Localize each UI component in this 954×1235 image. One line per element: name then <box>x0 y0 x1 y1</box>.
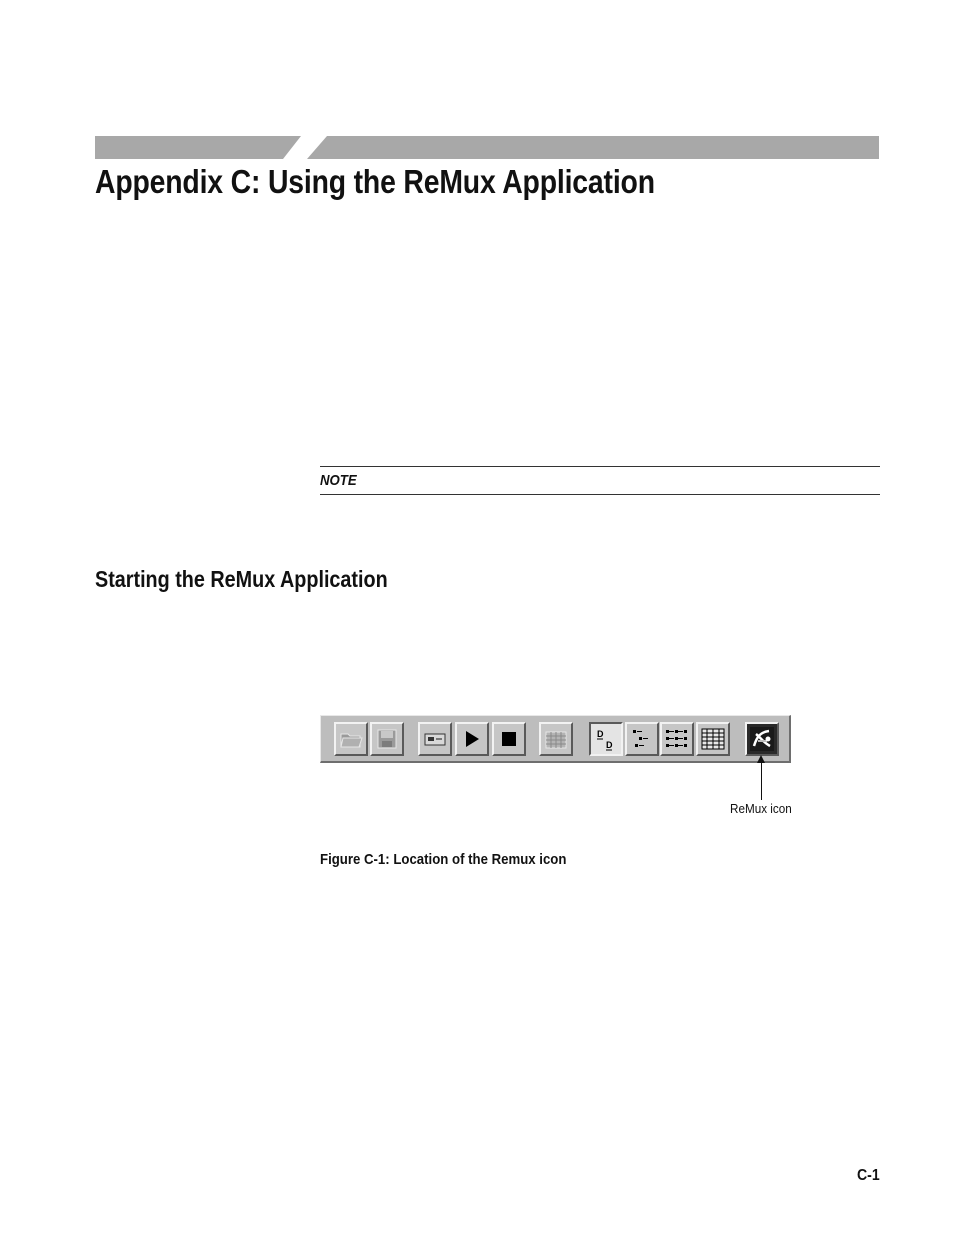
calendar-grid-icon <box>544 728 568 750</box>
schedule-button[interactable] <box>539 722 573 756</box>
page-title: Appendix C: Using the ReMux Application <box>95 163 655 200</box>
view-details-button[interactable] <box>589 722 623 756</box>
figure-caption: Figure C-1: Location of the Remux icon <box>320 851 567 868</box>
note-label: NOTE <box>320 472 357 489</box>
view-tree-icon <box>630 727 654 751</box>
open-button[interactable] <box>334 722 368 756</box>
play-icon <box>462 729 482 749</box>
application-toolbar <box>320 715 791 763</box>
chapter-header-bar <box>95 136 879 159</box>
page-number: C-1 <box>857 1167 880 1184</box>
section-heading: Starting the ReMux Application <box>95 566 388 592</box>
play-button[interactable] <box>455 722 489 756</box>
save-disk-icon <box>376 728 398 750</box>
remux-icon-callout-label: ReMux icon <box>730 801 792 816</box>
view-table-icon <box>700 727 726 751</box>
view-table-button[interactable] <box>696 722 730 756</box>
capture-tape-icon <box>423 729 447 749</box>
stop-button[interactable] <box>492 722 526 756</box>
save-button[interactable] <box>370 722 404 756</box>
view-details-icon <box>594 727 618 751</box>
stop-icon <box>499 729 519 749</box>
header-bar-right-segment <box>301 136 879 159</box>
svg-text:D: D <box>597 729 604 739</box>
view-list-button[interactable] <box>660 722 694 756</box>
remux-button[interactable] <box>745 722 779 756</box>
view-list-icon <box>664 727 690 751</box>
svg-text:D: D <box>606 740 613 750</box>
view-tree-button[interactable] <box>625 722 659 756</box>
header-bar-left-segment <box>95 136 301 159</box>
capture-button[interactable] <box>418 722 452 756</box>
remux-icon <box>749 726 775 752</box>
callout-leader-line <box>761 757 762 800</box>
note-box <box>320 466 880 495</box>
open-folder-icon <box>339 728 363 750</box>
